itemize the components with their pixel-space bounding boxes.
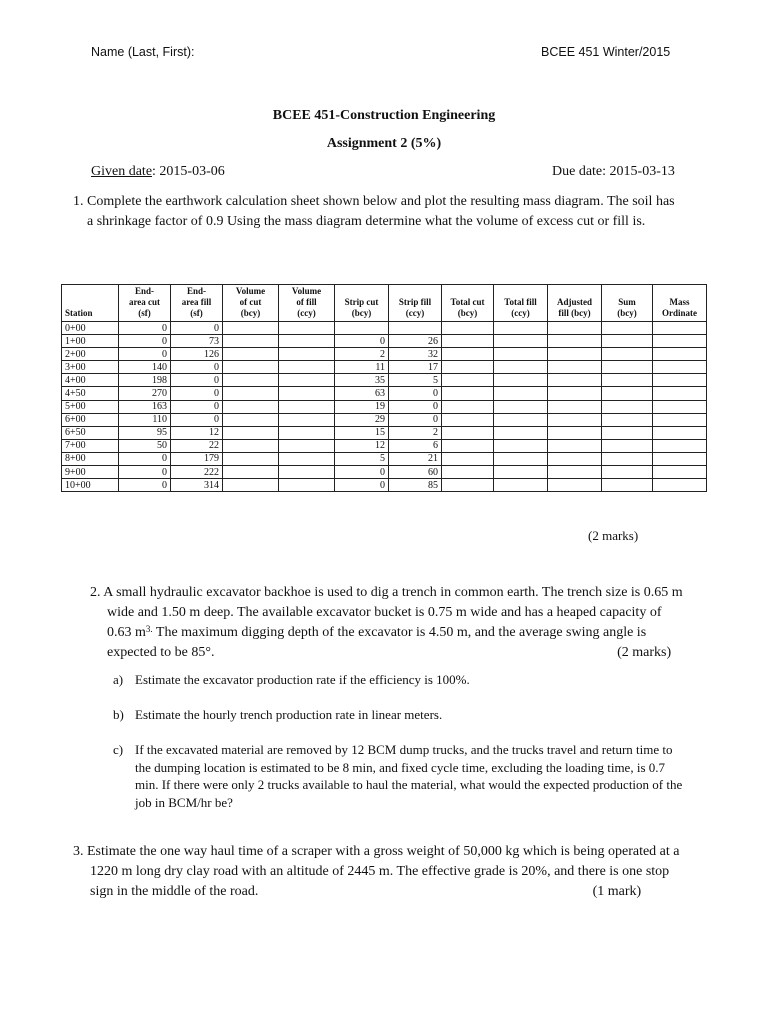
table-cell [442,479,494,492]
table-cell: 0 [119,466,171,479]
table-cell [602,348,653,361]
column-header: Volume of fill (ccy) [279,285,335,322]
table-cell [653,335,707,348]
table-row [62,466,707,479]
table-cell: 0 [335,479,389,492]
table-row [62,413,707,426]
table-cell [494,439,548,452]
assignment-subtitle: Assignment 2 (5%) [326,136,442,151]
table-cell: 26 [389,335,442,348]
station-cell: 7+00 [62,439,119,452]
question-1 [73,192,683,232]
table-cell [223,466,279,479]
question-1-text: Complete the earthwork calculation sheet shown below and plot the resulting mass diagram. The soil has a shrinkage factor of 0.9 Using the mass diagram determine what the volume of excess cut or fill is. [87,194,675,229]
table-cell [494,361,548,374]
table-cell: 19 [335,400,389,413]
table-cell: 0 [119,452,171,465]
question-2-text-a: A small hydraulic excavator backhoe is used to dig a trench in common earth. The trench size is 0.65 m wide and 1.50 m deep. The available excavator bucket is 0.75 m wide and has a heaped capacity of 0.63 m [103,585,683,640]
table-cell [279,400,335,413]
table-cell: 73 [171,335,223,348]
table-cell: 12 [171,426,223,439]
table-cell: 110 [119,413,171,426]
question-3-body: 3. Estimate the one way haul time of a scraper with a gross weight of 50,000 kg which is being operated at a 1220 m long dry clay road with an altitude of 2445 m. The effective grade is 20%, and there is one stop sign in the middle of the road. [73,844,680,899]
table-cell [653,400,707,413]
column-header: End- area fill (sf) [171,285,223,322]
table-cell [442,426,494,439]
table-cell [602,335,653,348]
table-cell: 0 [119,335,171,348]
table-cell [653,348,707,361]
table-cell [223,361,279,374]
table-cell: 0 [335,466,389,479]
table-cell [653,322,707,335]
table-cell [653,439,707,452]
table-cell [442,466,494,479]
table-row [62,479,707,492]
table-cell [494,452,548,465]
column-header: Station [62,285,119,322]
column-header: Strip fill (ccy) [389,285,442,322]
table-cell [602,400,653,413]
table-cell [223,348,279,361]
table-cell: 2 [335,348,389,361]
table-cell [279,348,335,361]
table-cell [548,466,602,479]
table-cell [602,387,653,400]
table-cell [223,322,279,335]
table-cell: 0 [171,387,223,400]
table-cell [548,322,602,335]
question-2c-text: If the excavated material are removed by 12 BCM dump trucks, and the trucks travel and return time to the dumping location is estimated to be 8 min, and fixed cycle time, excluding the loading time, is 0.7 min. If there were only 2 trucks available to haul the material, what would the expected production of the job in BCM/hr be? [135,742,683,810]
table-cell: 50 [119,439,171,452]
table-cell: 15 [335,426,389,439]
table-row [62,374,707,387]
table-cell [442,413,494,426]
table-cell [653,387,707,400]
table-cell: 22 [171,439,223,452]
document-title: BCEE 451-Construction Engineering [272,108,496,123]
table-cell [442,361,494,374]
table-cell [223,439,279,452]
question-3 [73,842,683,902]
station-cell: 1+00 [62,335,119,348]
table-cell: 63 [335,387,389,400]
table-cell: 0 [389,387,442,400]
table-cell [279,322,335,335]
table-row [62,322,707,335]
table-cell [442,348,494,361]
table-cell [548,426,602,439]
table-cell [279,387,335,400]
question-2 [73,583,683,663]
question-2a [113,671,683,689]
question-1-number: 1. [73,194,84,209]
question-2-number: 2. [90,585,101,600]
table-row [62,439,707,452]
table-cell [494,348,548,361]
station-cell: 9+00 [62,466,119,479]
table-cell [494,387,548,400]
table-cell [442,335,494,348]
question-2b-text: Estimate the hourly trench production rate in linear meters. [135,707,443,722]
table-header-row [62,285,707,322]
table-cell: 5 [389,374,442,387]
question-2a-label: a) [113,672,124,687]
table-cell [653,426,707,439]
table-cell: 126 [171,348,223,361]
table-cell [442,452,494,465]
table-cell [548,348,602,361]
table-cell: 0 [119,479,171,492]
table-cell: 32 [389,348,442,361]
due-date: Due date: 2015-03-13 [552,164,675,179]
table-cell [223,426,279,439]
table-cell [602,479,653,492]
table-row [62,348,707,361]
table-cell [602,413,653,426]
station-cell: 2+00 [62,348,119,361]
table-cell: 0 [119,348,171,361]
question-1-marks: (2 marks) [588,528,639,543]
station-cell: 6+50 [62,426,119,439]
earthwork-table [61,284,707,492]
column-header: Adjusted fill (bcy) [548,285,602,322]
table-cell [279,426,335,439]
table-cell [279,452,335,465]
table-cell [279,439,335,452]
table-cell: 29 [335,413,389,426]
table-cell [548,387,602,400]
table-cell [494,322,548,335]
table-cell [279,361,335,374]
table-cell: 12 [335,439,389,452]
station-cell: 6+00 [62,413,119,426]
question-2-text [90,583,683,663]
table-cell: 0 [119,322,171,335]
question-3-text [73,842,683,902]
station-cell: 5+00 [62,400,119,413]
column-header: Mass Ordinate [653,285,707,322]
table-cell [223,387,279,400]
table-row [62,400,707,413]
question-2c [113,741,683,811]
table-cell: 11 [335,361,389,374]
question-2b [113,706,683,724]
table-cell: 270 [119,387,171,400]
table-cell: 0 [389,400,442,413]
question-2b-label: b) [113,707,124,722]
table-cell: 21 [389,452,442,465]
table-cell: 2 [389,426,442,439]
table-cell [548,439,602,452]
given-date [91,164,225,180]
table-cell: 163 [119,400,171,413]
name-label: Name (Last, First): [91,45,195,59]
table-cell [494,479,548,492]
table-cell: 314 [171,479,223,492]
column-header: Total cut (bcy) [442,285,494,322]
table-cell [279,335,335,348]
station-cell: 3+00 [62,361,119,374]
table-cell [442,439,494,452]
table-cell: 179 [171,452,223,465]
table-cell [548,452,602,465]
given-date-value: : 2015-03-06 [152,164,225,179]
station-cell: 4+00 [62,374,119,387]
table-cell [494,466,548,479]
question-2-text-b: The maximum digging depth of the excavator is 4.50 m, and the average swing angle is expected to be 85°. [107,625,647,660]
table-cell [442,400,494,413]
table-cell [442,374,494,387]
table-cell [548,374,602,387]
table-cell [602,361,653,374]
station-cell: 8+00 [62,452,119,465]
table-cell [442,387,494,400]
table-row [62,387,707,400]
question-2-marks: (2 marks) [617,645,672,660]
table-cell: 198 [119,374,171,387]
table-cell [602,426,653,439]
table-cell [494,335,548,348]
question-2c-label: c) [113,742,124,757]
column-header: Sum (bcy) [602,285,653,322]
table-cell [279,413,335,426]
cubic-superscript: 3. [145,624,153,634]
table-cell [223,374,279,387]
column-header: Strip cut (bcy) [335,285,389,322]
column-header: End- area cut (sf) [119,285,171,322]
table-cell [494,374,548,387]
table-cell [279,374,335,387]
table-row [62,426,707,439]
table-cell: 0 [335,335,389,348]
column-header: Total fill (ccy) [494,285,548,322]
table-cell: 17 [389,361,442,374]
table-cell: 0 [171,322,223,335]
table-cell [602,374,653,387]
table-cell [335,322,389,335]
table-cell [548,479,602,492]
table-row [62,452,707,465]
question-3-marks: (1 mark) [592,884,642,899]
station-cell: 4+50 [62,387,119,400]
table-cell: 6 [389,439,442,452]
table-cell [223,400,279,413]
station-cell: 0+00 [62,322,119,335]
table-cell: 35 [335,374,389,387]
station-cell: 10+00 [62,479,119,492]
table-cell [494,400,548,413]
table-cell [279,466,335,479]
table-cell [653,466,707,479]
table-cell [494,426,548,439]
table-cell [279,479,335,492]
table-cell [653,374,707,387]
table-body [62,322,707,492]
table-cell [653,479,707,492]
table-cell [223,335,279,348]
table-cell [442,322,494,335]
table-cell [548,335,602,348]
table-cell [548,400,602,413]
table-cell: 0 [171,374,223,387]
table-cell [602,452,653,465]
table-cell: 0 [171,413,223,426]
table-cell: 0 [389,413,442,426]
table-cell [223,452,279,465]
table-cell [653,452,707,465]
table-cell: 222 [171,466,223,479]
table-cell [494,413,548,426]
table-row [62,361,707,374]
table-cell [602,439,653,452]
table-row [62,335,707,348]
table-cell [548,413,602,426]
table-cell [602,322,653,335]
table-cell [653,413,707,426]
table-cell [389,322,442,335]
given-date-label: Given date [91,164,153,179]
table-cell [548,361,602,374]
table-cell: 0 [171,400,223,413]
course-term: BCEE 451 Winter/2015 [541,45,671,59]
question-2a-text: Estimate the excavator production rate if the efficiency is 100%. [135,672,470,687]
column-header: Volume of cut (bcy) [223,285,279,322]
table-cell [223,479,279,492]
table-cell [602,466,653,479]
table-cell: 60 [389,466,442,479]
table-cell: 95 [119,426,171,439]
table-cell [223,413,279,426]
table-cell: 0 [171,361,223,374]
table-cell: 5 [335,452,389,465]
table-cell [653,361,707,374]
table-cell: 85 [389,479,442,492]
table-cell: 140 [119,361,171,374]
